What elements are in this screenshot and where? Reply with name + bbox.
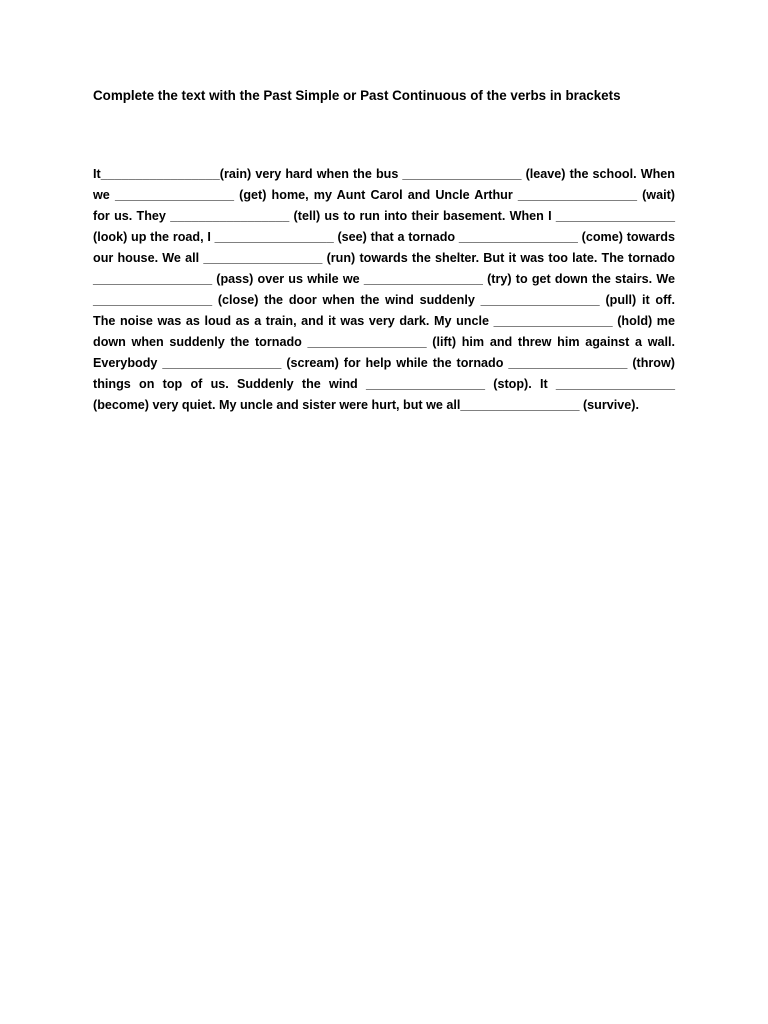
exercise-instruction: Complete the text with the Past Simple or Past Continuous of the verbs in brackets: [93, 88, 621, 103]
exercise-passage: It_________________(rain) very hard when the bus _________________ (leave) the school. When we _________________ (get) home, my Aunt Carol and Uncle Arthur _________________ (wait) for us. They _________________ (tell) us to run into their basement. When I _________________ (look) up the road, I _________________ (see) that a tornado _________________ (come) towards our house. We all _________________ (run) towards the shelter. But it was too late. The tornado _________________ (pass) over us while we _________________ (try) to get down the stairs. We _________________ (close) the door when the wind suddenly _________________ (pull) it off. The noise was as loud as a train, and it was very dark. My uncle _________________ (hold) me down when suddenly the tornado _________________ (lift) him and threw him against a wall. Everybody _________________ (scream) for help while the tornado _________________ (throw) things on top of us. Suddenly the wind _________________ (stop). It _________________ (become) very quiet. My uncle and sister were hurt, but we all_________________ (survive).: [93, 167, 675, 412]
